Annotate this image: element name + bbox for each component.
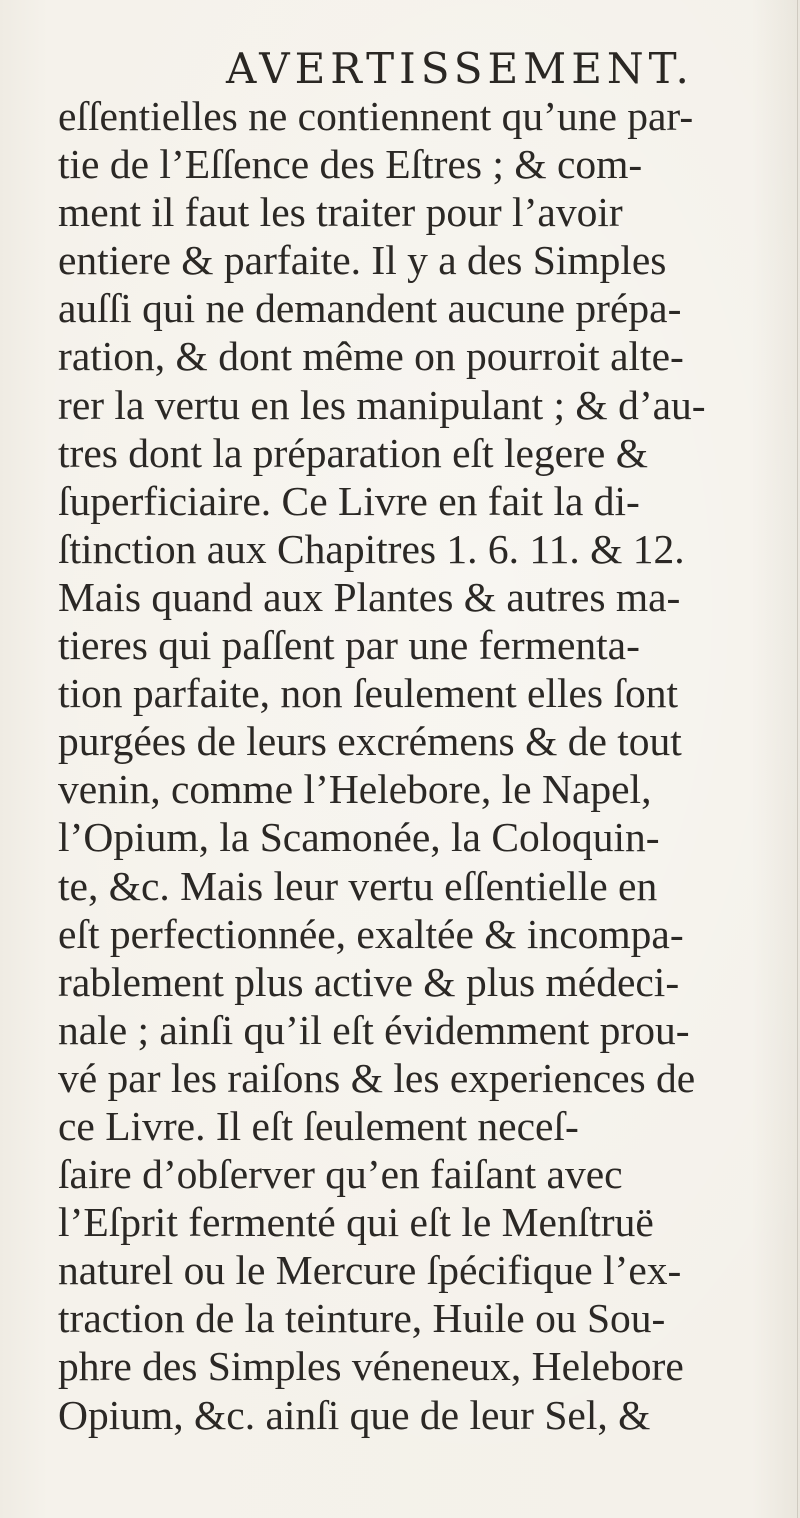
- text-line: rer la vertu en les manipulant ; & d’au-: [58, 381, 706, 428]
- text-line: purgées de leurs excrémens & de tout: [58, 718, 682, 765]
- text-line: l’Opium, la Scamonée, la Coloquin-: [58, 814, 660, 861]
- text-line: ſaire d’obſerver qu’en faiſant avec: [58, 1151, 623, 1198]
- body-text: [58, 92, 800, 1439]
- text-line: traction de la teinture, Huile ou Sou-: [58, 1295, 666, 1342]
- text-line: tres dont la préparation eſt legere &: [58, 429, 648, 476]
- text-line: eſt perfectionnée, exaltée & incompa-: [58, 910, 684, 957]
- text-line: l’Eſprit fermenté qui eſt le Menſtruë: [58, 1199, 654, 1246]
- text-line: tieres qui paſſent par une fermenta-: [58, 622, 640, 669]
- text-line: ce Livre. Il eſt ſeulement neceſ-: [58, 1102, 579, 1149]
- text-line: nale ; ainſi qu’il eſt évidemment prou-: [58, 1006, 690, 1053]
- text-line: ſtinction aux Chapitres 1. 6. 11. & 12.: [58, 525, 685, 572]
- text-line: ration, & dont même on pourroit alte-: [58, 333, 684, 380]
- text-line: ment il faut les traiter pour l’avoir: [58, 189, 623, 236]
- text-line: Mais quand aux Plantes & autres ma-: [58, 573, 681, 620]
- text-line: eſſentielles ne contiennent qu’une par-: [58, 93, 694, 139]
- text-line: tie de l’Eſſence des Eſtres ; & com-: [58, 141, 643, 188]
- text-line: te, &c. Mais leur vertu eſſentielle en: [58, 862, 658, 909]
- text-line: auſſi qui ne demandent aucune prépa-: [58, 285, 682, 332]
- text-line: vé par les raiſons & les experiences de: [58, 1054, 696, 1101]
- text-line: Opium, &c. ainſi que de leur Sel, &: [58, 1391, 651, 1438]
- text-line: naturel ou le Mercure ſpécifique l’ex-: [58, 1247, 682, 1294]
- text-line: ſuperficiaire. Ce Livre en fait la di-: [58, 477, 640, 524]
- text-line: entiere & parfaite. Il y a des Simples: [58, 237, 667, 284]
- running-header: AVERTISSEMENT.: [226, 44, 694, 93]
- text-line: phre des Simples véneneux, Helebore: [58, 1343, 684, 1390]
- text-line: rablement plus active & plus médeci-: [58, 958, 680, 1005]
- text-line: tion parfaite, non ſeulement elles ſont: [58, 670, 679, 717]
- text-line: venin, comme l’Helebore, le Napel,: [58, 766, 652, 813]
